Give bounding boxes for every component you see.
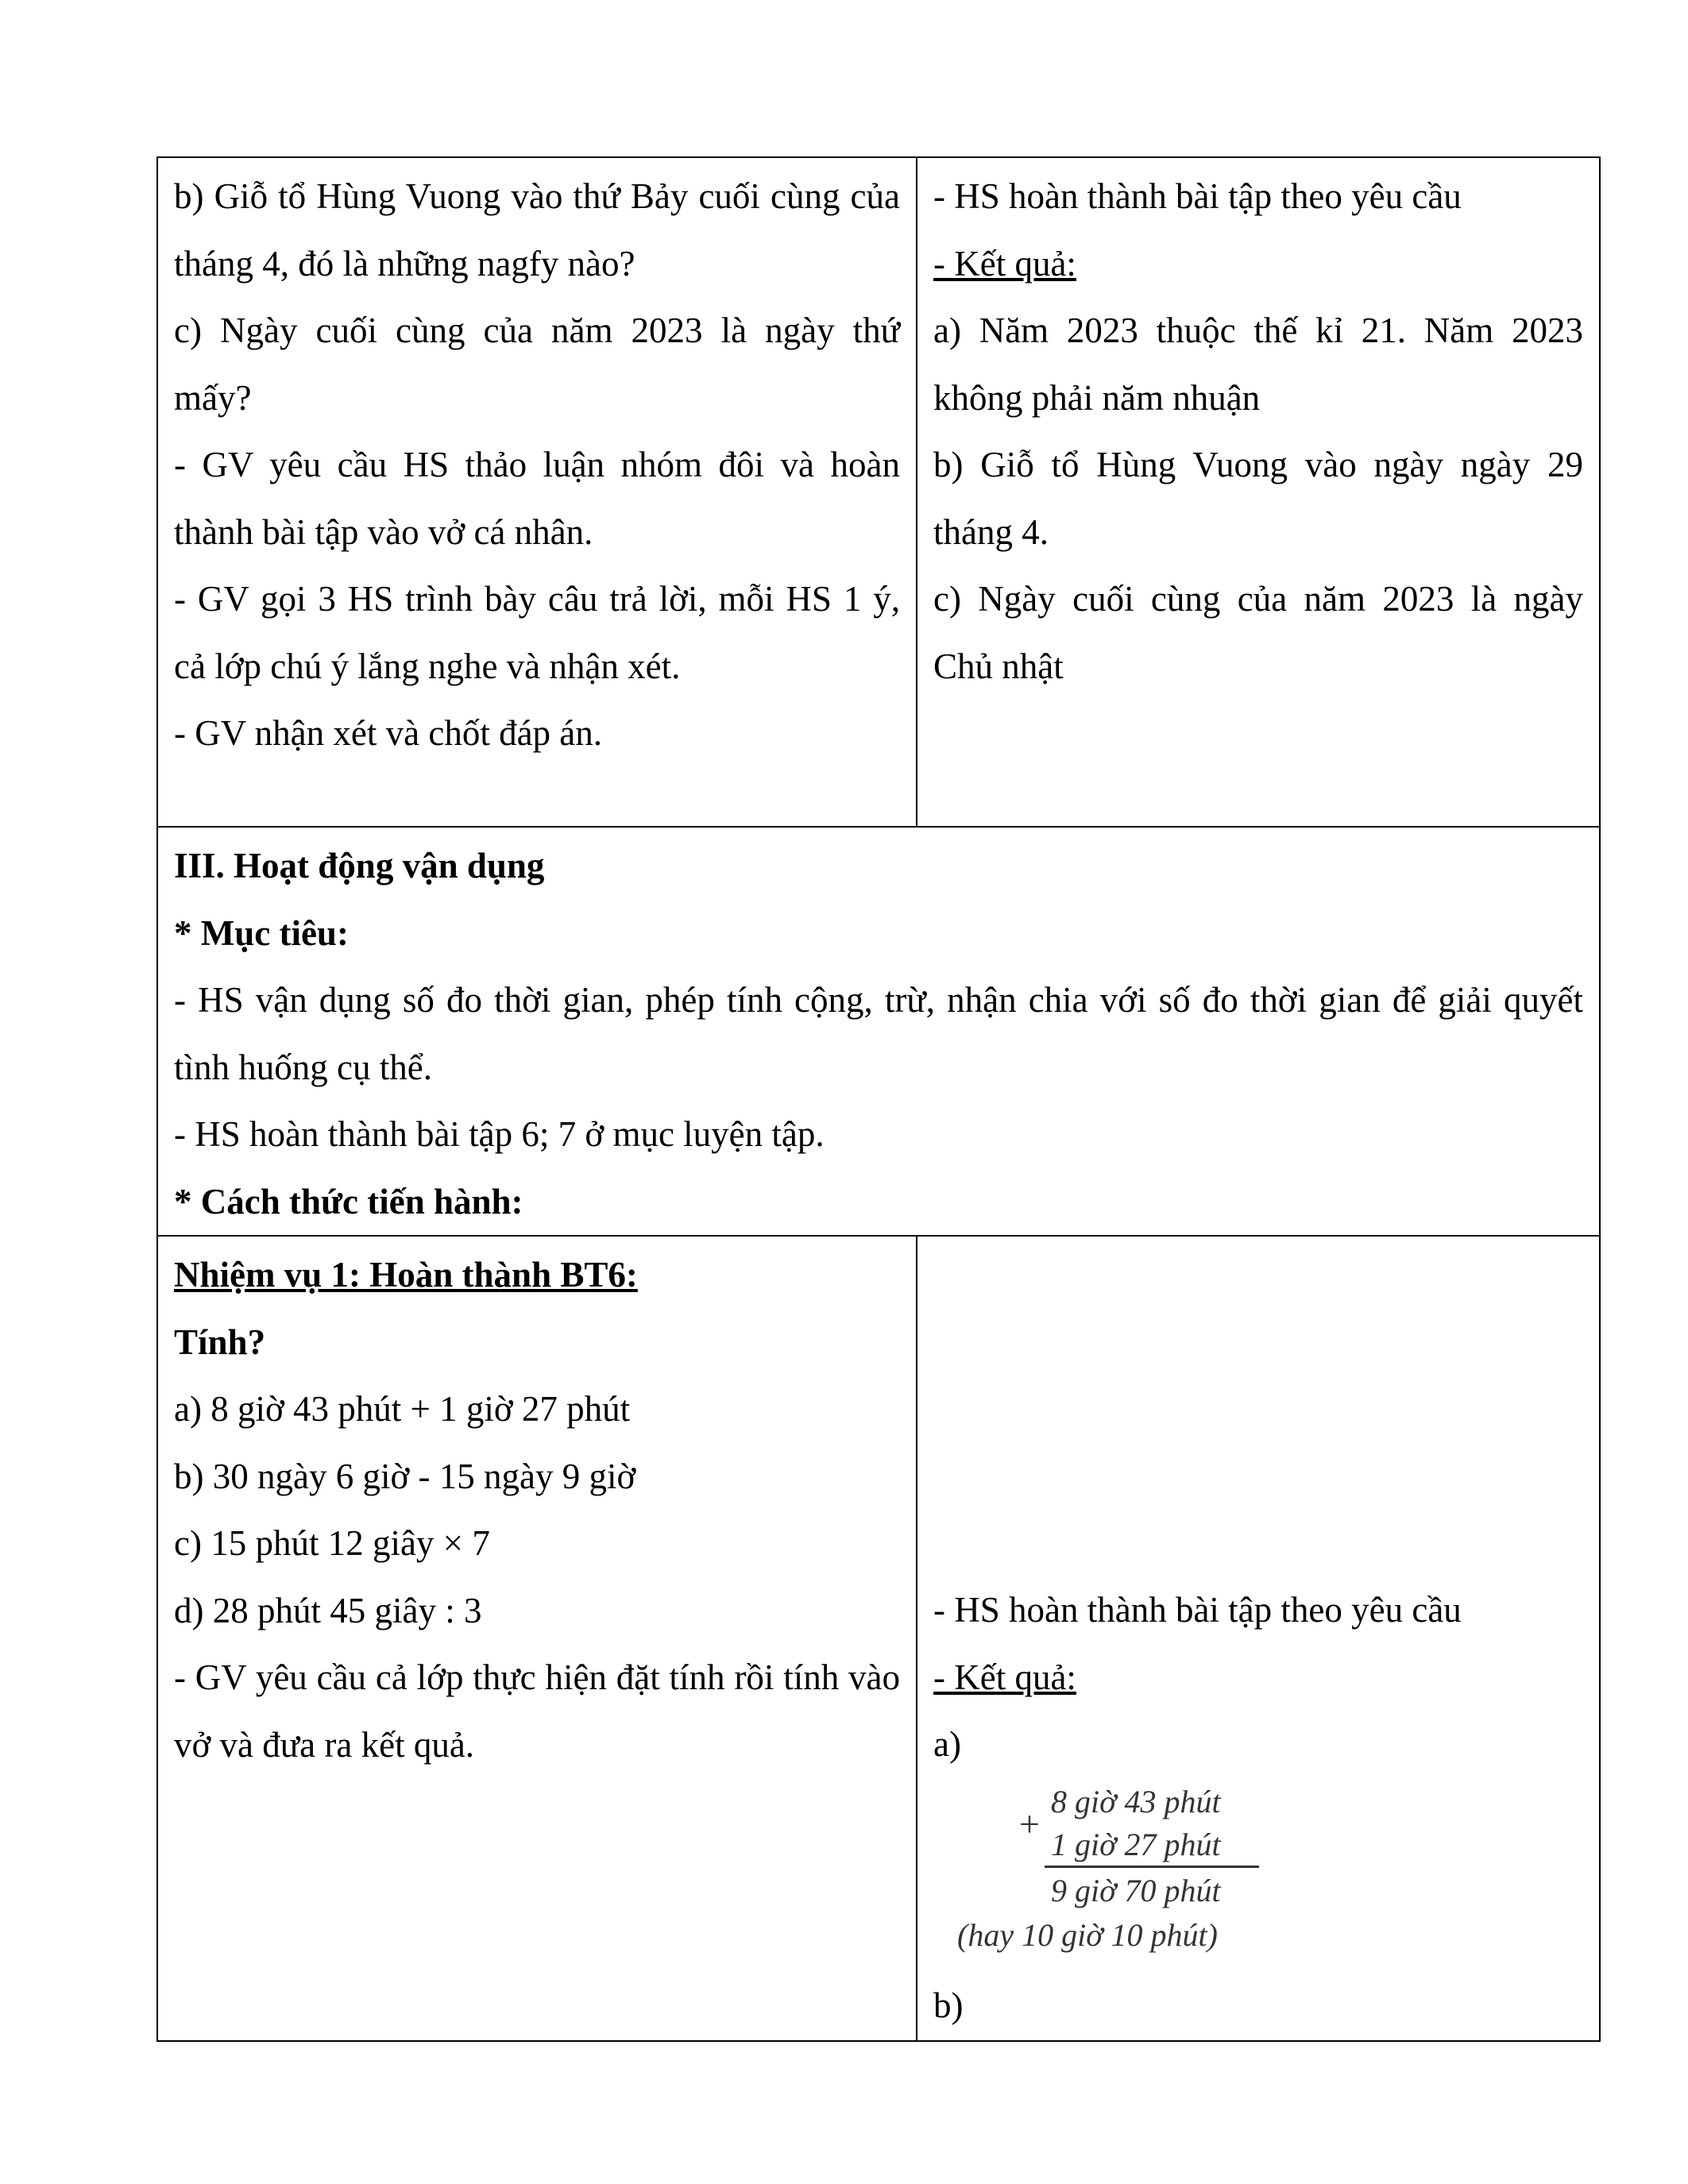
spacer [933,1241,1583,1576]
answer-a: a) Năm 2023 thuộc thế kỉ 21. Năm 2023 không phải năm nhuận [933,311,1583,418]
table-row [157,157,1600,827]
goal-label: * Mục tiêu: [174,913,349,953]
goal-item-2: - HS hoàn thành bài tập 6; 7 ở mục luyện tập. [174,1114,825,1154]
question-b: b) Giỗ tổ Hùng Vuong vào thứ Bảy cuối cùng của tháng 4, đó là những nagfy nào? [174,176,900,284]
table-row [157,827,1600,1236]
sum-result: 9 giờ 70 phút [1051,1872,1221,1908]
task1-instruction: - GV yêu cầu cả lớp thực hiện đặt tính rồi tính vào vở và đưa ra kết quả. [174,1657,900,1765]
sum-note: (hay 10 giờ 10 phút) [957,1916,1218,1953]
task1-subtitle: Tính? [174,1322,266,1362]
task1-title: Nhiệm vụ 1: Hoàn thành BT6: [174,1255,638,1295]
method-label: * Cách thức tiến hành: [174,1181,523,1221]
task1-right-cell [917,1236,1600,2041]
student-intro: - HS hoàn thành bài tập theo yêu cầu [933,176,1462,216]
task1-item-b: b) 30 ngày 6 giờ - 15 ngày 9 giờ [174,1456,636,1496]
sum-rule [1045,1866,1259,1868]
answer-b: b) Giỗ tổ Hùng Vuong vào ngày ngày 29 tháng 4. [933,445,1583,552]
result-label: - Kết quả: [933,243,1076,284]
task1-student-intro: - HS hoàn thành bài tập theo yêu cầu [933,1590,1462,1630]
goal-item-1: - HS vận dụng số đo thời gian, phép tính cộng, trừ, nhận chia với số đo thời gian để giải quyết tình huống cụ thể. [174,980,1583,1087]
addition-calculation [933,1781,1583,1972]
task1-item-c: c) 15 phút 12 giây × 7 [174,1523,490,1563]
section-title: III. Hoạt động vận dụng [174,846,545,886]
question-c: c) Ngày cuối cùng của năm 2023 là ngày thứ mấy? [174,311,900,418]
answer-c: c) Ngày cuối cùng của năm 2023 là ngày Chủ nhật [933,579,1583,686]
task1-item-d: d) 28 phút 45 giây : 3 [174,1590,482,1630]
task1-left-cell [157,1236,917,2041]
task1-result-label: - Kết quả: [933,1657,1076,1697]
table-row [157,1236,1600,2041]
addend-2: 1 giờ 27 phút [1051,1826,1221,1862]
row1-left-cell [157,157,917,827]
teacher-instruction-2: - GV gọi 3 HS trình bày câu trả lời, mỗi HS 1 ý, cả lớp chú ý lắng nghe và nhận xét. [174,579,900,686]
teacher-instruction-3: - GV nhận xét và chốt đáp án. [174,713,603,753]
lesson-table [156,156,1601,2042]
task1-answer-b-label: b) [933,1985,964,2025]
task1-answer-a-label: a) [933,1724,961,1764]
addend-1: 8 giờ 43 phút [1051,1783,1221,1819]
section-cell [157,827,1600,1236]
plus-operator: + [1019,1803,1040,1844]
teacher-instruction-1: - GV yêu cầu HS thảo luận nhóm đôi và hoàn thành bài tập vào vở cá nhân. [174,445,900,552]
row1-right-cell [917,157,1600,827]
task1-item-a: a) 8 giờ 43 phút + 1 giờ 27 phút [174,1389,631,1429]
